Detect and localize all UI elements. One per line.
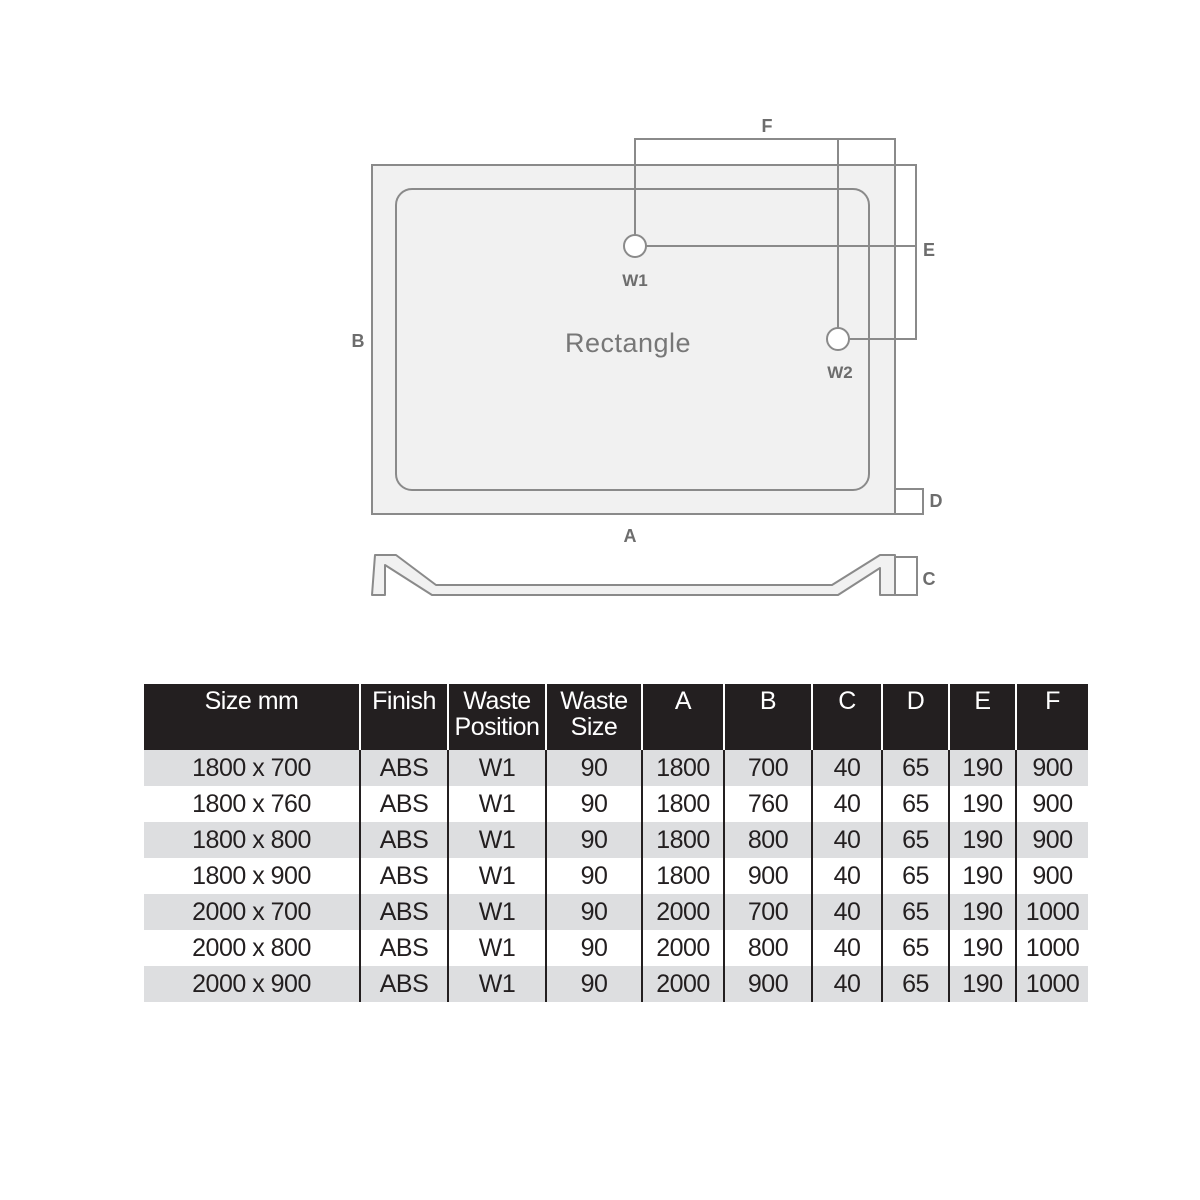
tray-shape-label: Rectangle xyxy=(564,328,692,358)
cell-size: 1800 x 760 xyxy=(144,786,360,822)
cell-c: 40 xyxy=(812,930,882,966)
cell-c: 40 xyxy=(812,858,882,894)
cell-a: 1800 xyxy=(642,858,724,894)
header-f: F xyxy=(1016,684,1088,750)
cell-waste-position: W1 xyxy=(448,822,546,858)
cell-a: 1800 xyxy=(642,822,724,858)
table-row xyxy=(144,786,1088,822)
waste-w2-icon xyxy=(827,328,849,350)
table-row xyxy=(144,966,1088,1002)
cell-f: 1000 xyxy=(1016,930,1088,966)
cell-f: 1000 xyxy=(1016,894,1088,930)
cell-finish: ABS xyxy=(360,750,448,786)
cell-e: 190 xyxy=(949,786,1016,822)
table-row xyxy=(144,930,1088,966)
cell-waste-size: 90 xyxy=(546,966,642,1002)
cell-b: 760 xyxy=(724,786,812,822)
cell-d: 65 xyxy=(882,930,949,966)
cell-d: 65 xyxy=(882,894,949,930)
table-header-row xyxy=(144,684,1088,750)
cell-c: 40 xyxy=(812,966,882,1002)
table-row xyxy=(144,750,1088,786)
dimension-c-label: C xyxy=(922,569,936,589)
cell-finish: ABS xyxy=(360,786,448,822)
table-row xyxy=(144,858,1088,894)
cell-waste-size: 90 xyxy=(546,858,642,894)
header-waste-position: Waste Position xyxy=(448,684,546,750)
cell-size: 2000 x 900 xyxy=(144,966,360,1002)
header-finish: Finish xyxy=(360,684,448,750)
header-waste-size: Waste Size xyxy=(546,684,642,750)
cell-e: 190 xyxy=(949,822,1016,858)
header-size: Size mm xyxy=(144,684,360,750)
cell-waste-position: W1 xyxy=(448,966,546,1002)
cell-c: 40 xyxy=(812,750,882,786)
cell-waste-size: 90 xyxy=(546,930,642,966)
cell-d: 65 xyxy=(882,786,949,822)
table-row xyxy=(144,822,1088,858)
cell-d: 65 xyxy=(882,750,949,786)
cell-a: 1800 xyxy=(642,786,724,822)
cell-d: 65 xyxy=(882,858,949,894)
cell-waste-position: W1 xyxy=(448,894,546,930)
cell-f: 900 xyxy=(1016,822,1088,858)
table-row xyxy=(144,894,1088,930)
cell-waste-position: W1 xyxy=(448,786,546,822)
cell-c: 40 xyxy=(812,786,882,822)
cell-f: 900 xyxy=(1016,786,1088,822)
cell-d: 65 xyxy=(882,822,949,858)
cell-waste-position: W1 xyxy=(448,858,546,894)
cell-a: 2000 xyxy=(642,930,724,966)
cell-size: 2000 x 700 xyxy=(144,894,360,930)
cell-size: 1800 x 700 xyxy=(144,750,360,786)
specification-table xyxy=(144,684,1088,1002)
cell-a: 2000 xyxy=(642,966,724,1002)
cell-finish: ABS xyxy=(360,930,448,966)
cell-waste-size: 90 xyxy=(546,894,642,930)
header-d: D xyxy=(882,684,949,750)
cell-a: 2000 xyxy=(642,894,724,930)
cell-waste-position: W1 xyxy=(448,750,546,786)
cell-waste-size: 90 xyxy=(546,786,642,822)
cell-finish: ABS xyxy=(360,894,448,930)
cell-c: 40 xyxy=(812,894,882,930)
cell-b: 700 xyxy=(724,894,812,930)
cell-finish: ABS xyxy=(360,822,448,858)
cell-d: 65 xyxy=(882,966,949,1002)
waste-w2-label: W2 xyxy=(827,363,853,382)
dimension-b-label: B xyxy=(351,331,365,351)
cell-waste-size: 90 xyxy=(546,750,642,786)
table-body xyxy=(144,750,1088,1002)
cell-b: 800 xyxy=(724,822,812,858)
dimension-d-label: D xyxy=(929,491,943,511)
cell-size: 1800 x 800 xyxy=(144,822,360,858)
header-b: B xyxy=(724,684,812,750)
header-c: C xyxy=(812,684,882,750)
cell-b: 900 xyxy=(724,966,812,1002)
cell-f: 900 xyxy=(1016,858,1088,894)
dimension-f-label: F xyxy=(761,116,773,136)
cell-finish: ABS xyxy=(360,858,448,894)
waste-w1-icon xyxy=(624,235,646,257)
dimension-c-box xyxy=(895,557,917,595)
dimension-e-label: E xyxy=(922,240,936,260)
tray-profile xyxy=(372,555,895,595)
waste-w1-label: W1 xyxy=(622,271,648,290)
cell-c: 40 xyxy=(812,822,882,858)
dimension-a-label: A xyxy=(623,526,637,546)
cell-size: 2000 x 800 xyxy=(144,930,360,966)
cell-b: 700 xyxy=(724,750,812,786)
cell-a: 1800 xyxy=(642,750,724,786)
cell-f: 1000 xyxy=(1016,966,1088,1002)
cell-e: 190 xyxy=(949,966,1016,1002)
header-e: E xyxy=(949,684,1016,750)
cell-b: 900 xyxy=(724,858,812,894)
cell-b: 800 xyxy=(724,930,812,966)
cell-e: 190 xyxy=(949,858,1016,894)
cell-f: 900 xyxy=(1016,750,1088,786)
cell-e: 190 xyxy=(949,930,1016,966)
header-a: A xyxy=(642,684,724,750)
cell-waste-position: W1 xyxy=(448,930,546,966)
cell-e: 190 xyxy=(949,750,1016,786)
dimension-d-box xyxy=(895,489,923,514)
cell-e: 190 xyxy=(949,894,1016,930)
cell-finish: ABS xyxy=(360,966,448,1002)
cell-size: 1800 x 900 xyxy=(144,858,360,894)
cell-waste-size: 90 xyxy=(546,822,642,858)
